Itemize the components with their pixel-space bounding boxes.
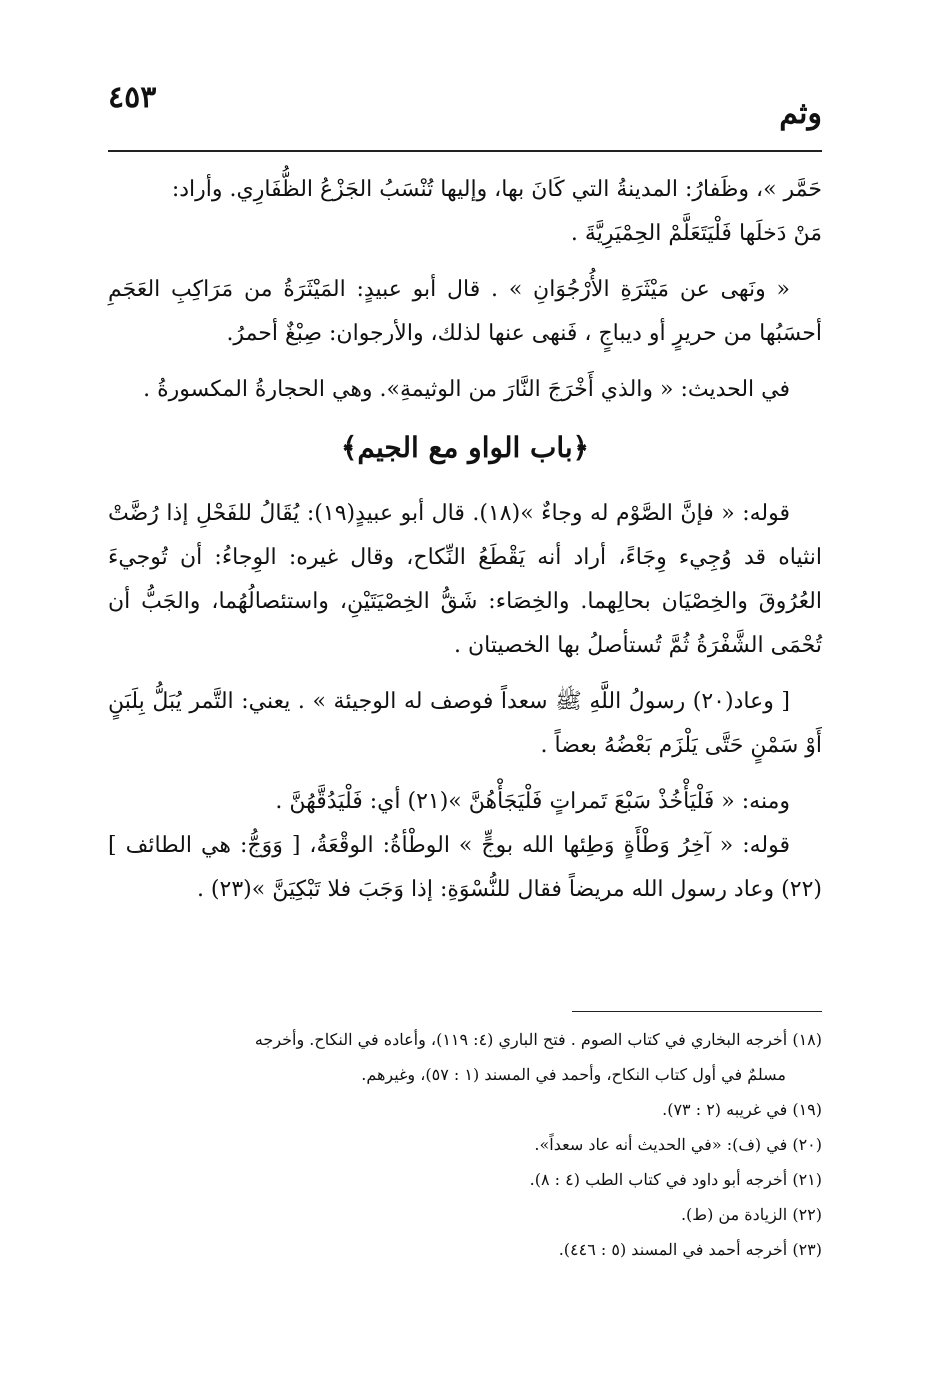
paragraph-5: [ وعاد(٢٠) رسولُ اللَّهِ ﷺ سعداً فوصف له الوجيئة » . يعني: التَّمر يُبَلُّ بِلَبَنٍ أَوْ سَمْنٍ حَتَّى يَلْزَم بَعْضُهُ بعضاً . — [108, 689, 822, 758]
paragraph-7: قوله: « آخِرُ وَطْأَةٍ وَطِئها الله بوجٍّ » الوطْأةُ: الوقْعَةُ، [ وَوَجُّ: هي الطائف ](٢٢) وعاد رسول الله مريضاً فقال للنُّسْوَةِ: إذا وَجَبَ فلا تَبْكِيَنَّ »(٢٣) . — [108, 833, 822, 902]
page-number: ٤٥٣ — [108, 80, 157, 115]
paragraph-1-line-1: حَمَّر »، وظَفارُ: المدينةُ التي كَانَ بها، وإليها تُنْسَبُ الجَزْعُ الظُّفَارِي. وأراد: — [171, 177, 822, 202]
footnotes — [108, 1022, 822, 1267]
footnote-18-continued: مسلمٌ في أول كتاب النكاح، وأحمد في المسند (١ : ٥٧)، وغيرهم. — [361, 1065, 786, 1084]
section-heading: ﴿باب الواو مع الجيم﴾ — [340, 431, 590, 464]
footnote-23: (٢٣) أخرجه أحمد في المسند (٥ : ٤٤٦). — [558, 1240, 822, 1259]
paragraph-1 — [108, 168, 822, 256]
footnote-22: (٢٢) الزيادة من (ط). — [680, 1205, 822, 1224]
main-text — [108, 168, 822, 924]
paragraph-6: ومنه: « فَلْيَأْخُذْ سَبْعَ تَمراتٍ فَلْيَجَأْهُنَّ »(٢١) أي: فَلْيَدُقَّهُنَّ . — [275, 789, 790, 814]
footnote-20: (٢٠) في (ف): «في الحديث أنه عاد سعداً». — [534, 1135, 822, 1154]
footnote-21: (٢١) أخرجه أبو داود في كتاب الطب (٤ : ٨). — [529, 1170, 822, 1189]
paragraph-3: في الحديث: « والذي أَخْرَجَ النَّارَ من الوثيمةِ». وهي الحجارةُ المكسورةُ . — [143, 377, 790, 402]
footnote-18: (١٨) أخرجه البخاري في كتاب الصوم . فتح الباري (٤: ١١٩)، وأعاده في النكاح. وأخرجه — [254, 1030, 822, 1049]
running-head: وثم — [779, 96, 822, 131]
page-header — [108, 78, 822, 138]
paragraph-2: « ونَهى عن مَيْثَرَةِ الأُرْجُوَانِ » . قال أبو عبيدٍ: المَيْثَرَةُ من مَرَاكِبِ العَجَمِ أحسَبُها من حريرٍ أو ديباجٍ ، فَنهى عنها لذلك، والأرجوان: صِبْغٌ أحمرُ. — [108, 277, 822, 346]
footnote-divider — [572, 1011, 822, 1012]
footnote-19: (١٩) في غريبه (٢ : ٧٣). — [662, 1100, 822, 1119]
header-divider — [108, 150, 822, 152]
paragraph-4: قوله: « فإنَّ الصَّوْم له وجاءٌ »(١٨). قال أبو عبيدٍ(١٩): يُقَالُ للفَحْلِ إذا رُضَّتْ انثياه قد وُجِيء وِجَاءً، أراد أنه يَقْطَعُ النِّكاح، وقال غيره: الوِجاءُ: أن تُوجيءَ العُرُوقَ والخِصْيَان بحالِهما. والخِصَاء: شَقُّ الخِصْيَتَيْنِ، واستئصالُهُما، والجَبُّ أن تُحْمَى الشَّفْرَةُ ثُمَّ تُستأصلُ بها الخصيتان . — [108, 501, 822, 658]
paragraph-1-line-2: مَنْ دَخلَها فَلْيَتَعَلَّمْ الحِمْيَرِيَّةَ . — [570, 221, 822, 246]
